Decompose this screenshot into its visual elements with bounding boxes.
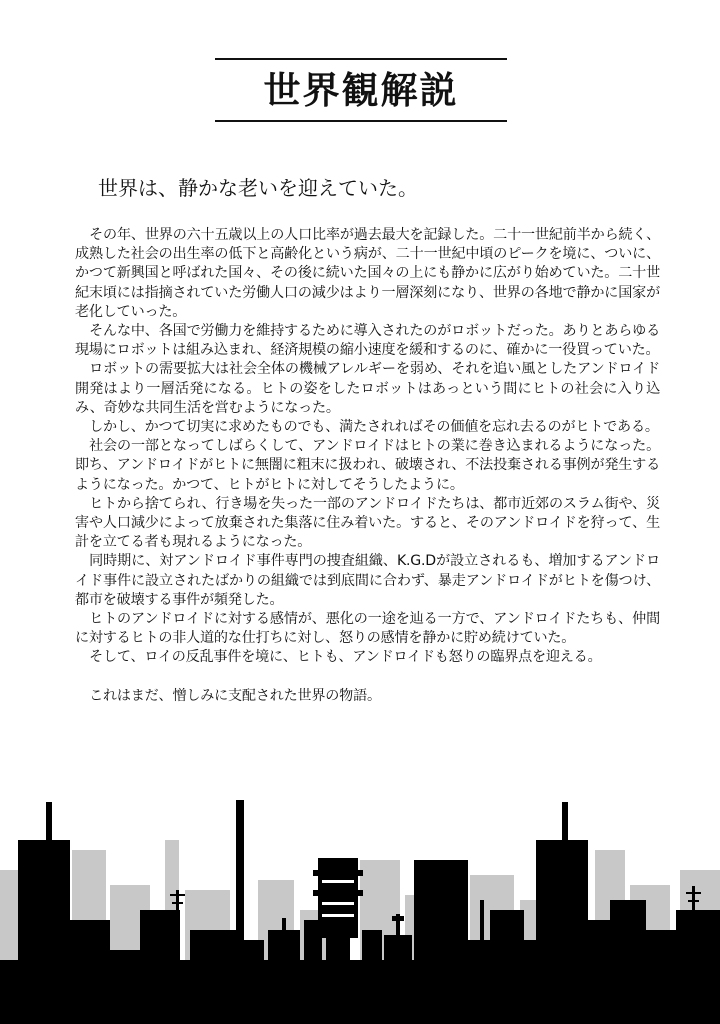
paragraph-8: ヒトのアンドロイドに対する感情が、悪化の一途を辿る一方で、アンドロイドたちも、仲間に対するヒトの非人道的な仕打ちに対し、怒りの感情を静かに貯め続けていた。: [75, 611, 660, 647]
paragraph-3: ロボットの需要拡大は社会全体の機械アレルギーを弱め、それを追い風としたアンドロイド開発はより一層活発になる。ヒトの姿をしたロボットはあっという間にヒトの社会に入り込み、奇妙な共同生活を営むようになった。: [75, 361, 660, 416]
city-skyline-illustration: [0, 790, 720, 1024]
closing-line: これはまだ、憎しみに支配された世界の物語。: [89, 687, 381, 704]
title-frame: [215, 58, 507, 122]
paragraph-6: ヒトから捨てられ、行き場を失った一部のアンドロイドたちは、都市近郊のスラム街や、災害や人口減少によって放棄された集落に住み着いた。すると、そのアンドロイドを狩って、生計を立てる者も現れるようになった。: [75, 495, 660, 551]
subtitle: 世界は、静かな老いを迎えていた。: [98, 176, 418, 200]
page-title: 世界観解説: [263, 68, 459, 112]
paragraph-2: そんな中、各国で労働力を維持するために導入されたのがロボットだった。ありとあらゆる現場にロボットは組み込まれ、経済規模の縮小速度を緩和するのに、確かに一役買っていた。: [75, 323, 660, 359]
body-text: [75, 226, 660, 706]
paragraph-7: 同時期に、対アンドロイド事件専門の捜査組織、K.G.Dが設立されるも、増加するアンドロイド事件に設立されたばかりの組織では到底間に合わず、暴走アンドロイドがヒトを傷つけ、都市を破壊する事件が頻発した。: [75, 553, 660, 608]
paragraph-1: その年、世界の六十五歳以上の人口比率が過去最大を記録した。二十一世紀前半から続く、成熟した社会の出生率の低下と高齢化という病が、二十一世紀中頃のピークを境に、ついに、かつて新興国と呼ばれた国々、その後に続いた国々の上にも静かに広がり始めていた。二十世紀末頃には指摘されていた労働人口の減少はより一層深刻になり、世界の各地で静かに国家が老化していった。: [75, 227, 660, 320]
paragraph-5: 社会の一部となってしばらくして、アンドロイドはヒトの業に巻き込まれるようになった。即ち、アンドロイドがヒトに無闇に粗末に扱われ、破壊され、不法投棄される事例が発生するようになった。かつて、ヒトがヒトに対してそうしたように。: [75, 438, 660, 493]
paragraph-4: しかし、かつて切実に求めたものでも、満たされればその価値を忘れ去るのがヒトである。: [89, 419, 659, 436]
paragraph-9: そして、ロイの反乱事件を境に、ヒトも、アンドロイドも怒りの臨界点を迎える。: [89, 649, 602, 666]
